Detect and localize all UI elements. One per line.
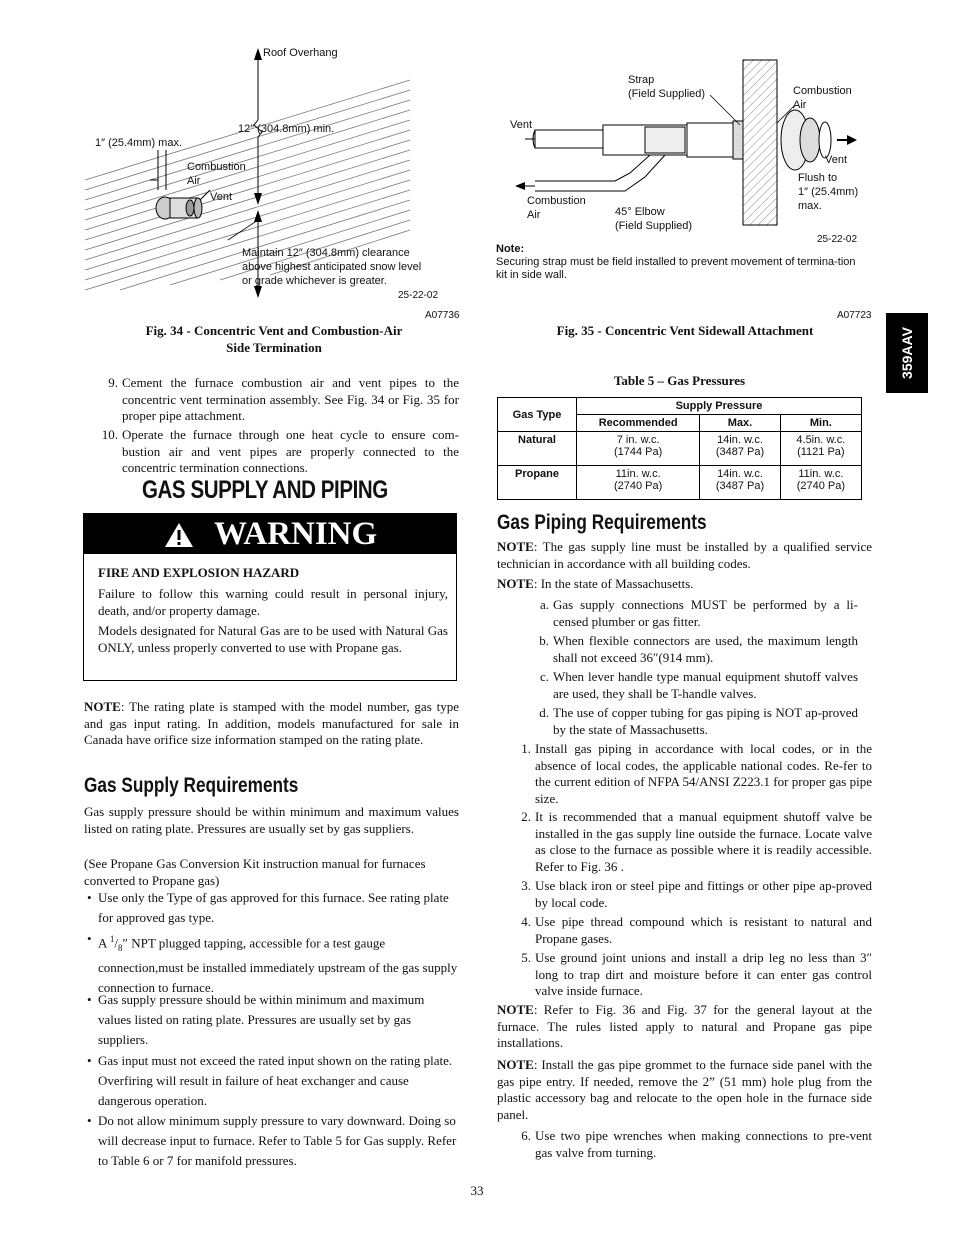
lettered-text: When lever handle type manual equipment shutoff valves are used, they shall be T-handle valves. xyxy=(553,669,858,701)
step-9-number: 9. xyxy=(108,375,118,390)
piping-step-4 xyxy=(521,914,872,947)
note-label: NOTE xyxy=(84,699,121,714)
fig34-diagram xyxy=(80,40,460,330)
warning-p1: Failure to follow this warning could result in personal injury, death, and/or property damage. xyxy=(98,586,448,618)
lettered-c xyxy=(539,669,858,702)
combustion-air-right-2: Air xyxy=(793,99,807,111)
row-natural-type: Natural xyxy=(498,432,577,466)
step-text: Use black iron or steel pipe and fittings or other pipe ap-proved by local code. xyxy=(535,878,872,910)
lettered-d xyxy=(539,705,858,738)
combustion-air-left-1: Combustion xyxy=(527,195,586,207)
step-text: Install gas piping in accordance with local codes, or in the absence of local codes, the applicable national codes. Re-fer to the current edition of NFPA 54/ANSI Z223.1 for proper gas pipe size. xyxy=(535,741,872,806)
piping-note-1 xyxy=(497,539,872,572)
warning-p2: Models designated for Natural Gas are to be used with Natural Gas ONLY, unless properly converted to use with Propane gas. xyxy=(98,623,448,655)
bullet-2-text: NPT plugged tapping, accessible for a test gauge connection,must be installed immediately upstream of the gas supply connection to furnace. xyxy=(98,935,458,995)
value: 14in. w.c. xyxy=(717,468,763,480)
warning-triangle-icon xyxy=(164,522,194,548)
gas-pressures-table xyxy=(497,397,862,500)
side-tab-label: 359AAV xyxy=(899,327,915,379)
note-label: NOTE xyxy=(497,576,534,591)
note-text: : In the state of Massachusetts. xyxy=(533,576,694,591)
piping-note-2 xyxy=(497,576,872,593)
max-label: 1″ (25.4mm) max. xyxy=(95,137,183,149)
step-number: 3. xyxy=(521,878,531,893)
gas-supply-title: Gas Supply Requirements xyxy=(84,774,299,797)
fig34-code2: A07736 xyxy=(425,310,460,321)
flush-label-3: max. xyxy=(798,200,822,212)
combustion-air-right-1: Combustion xyxy=(793,85,852,97)
bullet-1-text: Use only the Type of gas approved for this furnace. See rating plate for approved gas type. xyxy=(98,890,449,925)
section-title: GAS SUPPLY AND PIPING xyxy=(142,476,388,504)
fig35-note-text: Securing strap must be field installed to prevent movement of termina-tion kit in side wall. xyxy=(496,256,856,281)
note-text: : The rating plate is stamped with the model number, gas type and gas input rating. In addition, models manufactured for sale in Canada have orifice size information stamped on the rating plate. xyxy=(84,699,459,747)
row-natural-rec xyxy=(577,432,700,466)
step-9 xyxy=(108,375,459,425)
warning-hazard: FIRE AND EXPLOSION HAZARD xyxy=(98,565,300,580)
piping-step-6 xyxy=(521,1128,872,1161)
note-text: : Install the gas pipe grommet to the furnace side panel with the gas pipe entry. If needed, remove the 2” (51 mm) hole plug from the plastic accessory bag and relocate to the open hole in the furnace side panel. xyxy=(497,1057,872,1122)
combustion-air-label-1: Combustion xyxy=(187,161,246,173)
vent-left-label: Vent xyxy=(510,119,533,131)
bullet-1 xyxy=(87,888,460,928)
elbow-label-1: 45° Elbow xyxy=(615,206,665,218)
letter: b. xyxy=(539,633,549,648)
step-number: 6. xyxy=(521,1128,531,1143)
flush-label-1: Flush to xyxy=(798,172,838,184)
value: 11in. w.c. xyxy=(798,468,844,480)
step-text: It is recommended that a manual equipment shutoff valve be installed in the gas supply line outside the furnace. Locate valve as close to the furnace as possible where it is readily accessible. Refer to Fig. 36 . xyxy=(535,809,872,874)
step-9-text: Cement the furnace combustion air and vent pipes to the concentric vent termination assembly. See Fig. 34 or Fig. 35 for proper pipe attachment. xyxy=(122,375,459,423)
bullet-2-unit: ″ xyxy=(122,935,132,951)
piping-step-3 xyxy=(521,878,872,911)
value: 11in. w.c. xyxy=(615,468,661,480)
step-10 xyxy=(101,427,459,477)
flush-label-2: 1″ (25.4mm) xyxy=(798,186,859,198)
header-gas-type: Gas Type xyxy=(498,398,577,432)
note-label: NOTE xyxy=(497,1057,534,1072)
piping-note-3 xyxy=(497,1002,872,1052)
row-natural-min xyxy=(780,432,861,466)
piping-step-5 xyxy=(521,950,872,1000)
min-clearance-label: 12″ (304.8mm) min. xyxy=(238,123,335,135)
bullet-4 xyxy=(87,1051,460,1111)
lettered-text: When flexible connectors are used, the maximum length shall not exceed 36″(914 mm). xyxy=(553,633,858,665)
letter: d. xyxy=(539,705,549,720)
step-text: Use ground joint unions and install a drip leg no less than 3″ long to trap dirt and moisture before it can enter gas control valve inside furnace. xyxy=(535,950,872,998)
side-tab xyxy=(886,313,928,393)
value: 14in. w.c. xyxy=(717,434,763,446)
lettered-text: The use of copper tubing for gas piping is NOT ap-proved by the state of Massachusetts. xyxy=(553,705,858,737)
step-number: 5. xyxy=(521,950,531,965)
bullet-4-text: Gas input must not exceed the rated input shown on the rating plate. Overfiring will result in failure of heat exchanger and cause dangerous operation. xyxy=(98,1053,453,1108)
value-pa: (2740 Pa) xyxy=(796,480,845,492)
warning-box xyxy=(83,513,457,681)
fig35-code1: 25-22-02 xyxy=(817,234,858,245)
combustion-air-label-2: Air xyxy=(187,175,201,187)
combustion-air-left-2: Air xyxy=(527,209,541,221)
step-text: Use two pipe wrenches when making connections to pre-vent gas valve from turning. xyxy=(535,1128,872,1160)
bullet-dot: • xyxy=(87,1053,92,1068)
note-text: : The gas supply line must be installed by a qualified service technician in accordance with all building codes. xyxy=(497,539,872,571)
note-label: NOTE xyxy=(497,539,534,554)
piping-step-1 xyxy=(521,741,872,807)
maintain-label-3: or grade whichever is greater. xyxy=(242,275,387,287)
bullet-3-text: Gas supply pressure should be within minimum and maximum values listed on rating plate. Pressures are usually set by gas suppliers. xyxy=(98,992,425,1047)
table5-title: Table 5 – Gas Pressures xyxy=(613,373,746,388)
value-pa: (1121 Pa) xyxy=(797,446,845,458)
roof-overhang-label: Roof Overhang xyxy=(263,47,338,59)
value-pa: (1744 Pa) xyxy=(613,446,663,458)
row-natural-max xyxy=(700,432,780,466)
fig35-note-title: Note: xyxy=(496,243,525,255)
bullet-dot: • xyxy=(87,931,92,946)
header-supply-pressure: Supply Pressure xyxy=(577,398,862,415)
lettered-b xyxy=(539,633,858,666)
letter: a. xyxy=(539,597,549,612)
fraction-numerator: 1 xyxy=(109,934,115,944)
elbow-label-2: (Field Supplied) xyxy=(615,220,693,232)
rating-plate-note xyxy=(84,699,459,749)
vent-right-label: Vent xyxy=(825,154,848,166)
maintain-label-1: Maintain 12″ (304.8mm) clearance xyxy=(242,247,410,259)
header-max: Max. xyxy=(700,415,780,432)
value-pa: (3487 Pa) xyxy=(715,446,765,458)
lettered-a xyxy=(539,597,858,630)
row-propane-min xyxy=(780,466,861,500)
maintain-label-2: above highest anticipated snow level xyxy=(242,261,422,273)
bullet-5 xyxy=(87,1111,460,1171)
table-row xyxy=(498,466,862,500)
step-number: 4. xyxy=(521,914,531,929)
vent-label: Vent xyxy=(210,191,233,203)
value: 7 in. w.c. xyxy=(616,434,660,446)
bullet-dot: • xyxy=(87,992,92,1007)
supply-p2: (See Propane Gas Conversion Kit instruction manual for furnaces converted to Propane gas) xyxy=(84,856,426,888)
step-number: 2. xyxy=(521,809,531,824)
header-min: Min. xyxy=(780,415,861,432)
gas-piping-title: Gas Piping Requirements xyxy=(497,511,707,534)
letter: c. xyxy=(539,669,549,684)
fig35-code2: A07723 xyxy=(837,310,872,321)
table-row xyxy=(498,432,862,466)
warning-header xyxy=(84,514,456,554)
row-propane-max xyxy=(700,466,780,500)
fig34-caption-2: Side Termination xyxy=(226,340,322,355)
bullet-2 xyxy=(87,929,460,998)
bullet-dot: • xyxy=(87,890,92,905)
fraction-slash: / xyxy=(114,935,119,951)
fig34-code1: 25-22-02 xyxy=(398,290,439,301)
bullet-5-text: Do not allow minimum supply pressure to vary downward. Doing so will decrease input to furnace. Refer to Table 5 for Gas supply. Refer to Table 6 or 7 for manifold pressures. xyxy=(98,1113,457,1168)
lettered-text: Gas supply connections MUST be performed by a li-censed plumber or gas fitter. xyxy=(553,597,858,629)
strap-label-1: Strap xyxy=(628,74,655,86)
bullet-3 xyxy=(87,990,460,1050)
step-text: Use pipe thread compound which is resistant to natural and Propane gases. xyxy=(535,914,872,946)
step-10-text: Operate the furnace through one heat cycle to ensure com-bustion air and vent pipes are properly connected to the concentric termination connections. xyxy=(122,427,459,475)
step-number: 1. xyxy=(521,741,531,756)
note-label: NOTE xyxy=(497,1002,534,1017)
supply-p1: Gas supply pressure should be within minimum and maximum values listed on rating plate. Pressures are usually set by gas suppliers. xyxy=(84,804,459,836)
row-propane-rec xyxy=(577,466,700,500)
bullet-dot: • xyxy=(87,1113,92,1128)
step-10-number: 10. xyxy=(101,427,118,442)
row-propane-type: Propane xyxy=(498,466,577,500)
strap-label-2: (Field Supplied) xyxy=(628,88,706,100)
page-number: 33 xyxy=(470,1183,484,1198)
bullet-2-prefix: A xyxy=(98,935,110,951)
fig34-caption-1: Fig. 34 - Concentric Vent and Combustion-Air xyxy=(145,323,403,338)
header-recommended: Recommended xyxy=(577,415,700,432)
fig35-caption: Fig. 35 - Concentric Vent Sidewall Attachment xyxy=(556,323,814,338)
warning-title: WARNING xyxy=(214,516,378,552)
note-text: : Refer to Fig. 36 and Fig. 37 for the general layout at the furnace. The rules listed apply to natural and Propane gas pipe installations. xyxy=(497,1002,872,1050)
value-pa: (2740 Pa) xyxy=(613,480,663,492)
piping-note-4 xyxy=(497,1057,872,1123)
value-pa: (3487 Pa) xyxy=(715,480,765,492)
fraction-denominator: 8 xyxy=(118,942,123,953)
piping-step-2 xyxy=(521,809,872,875)
fig35-diagram xyxy=(495,55,875,325)
value: 4.5in. w.c. xyxy=(796,434,846,446)
